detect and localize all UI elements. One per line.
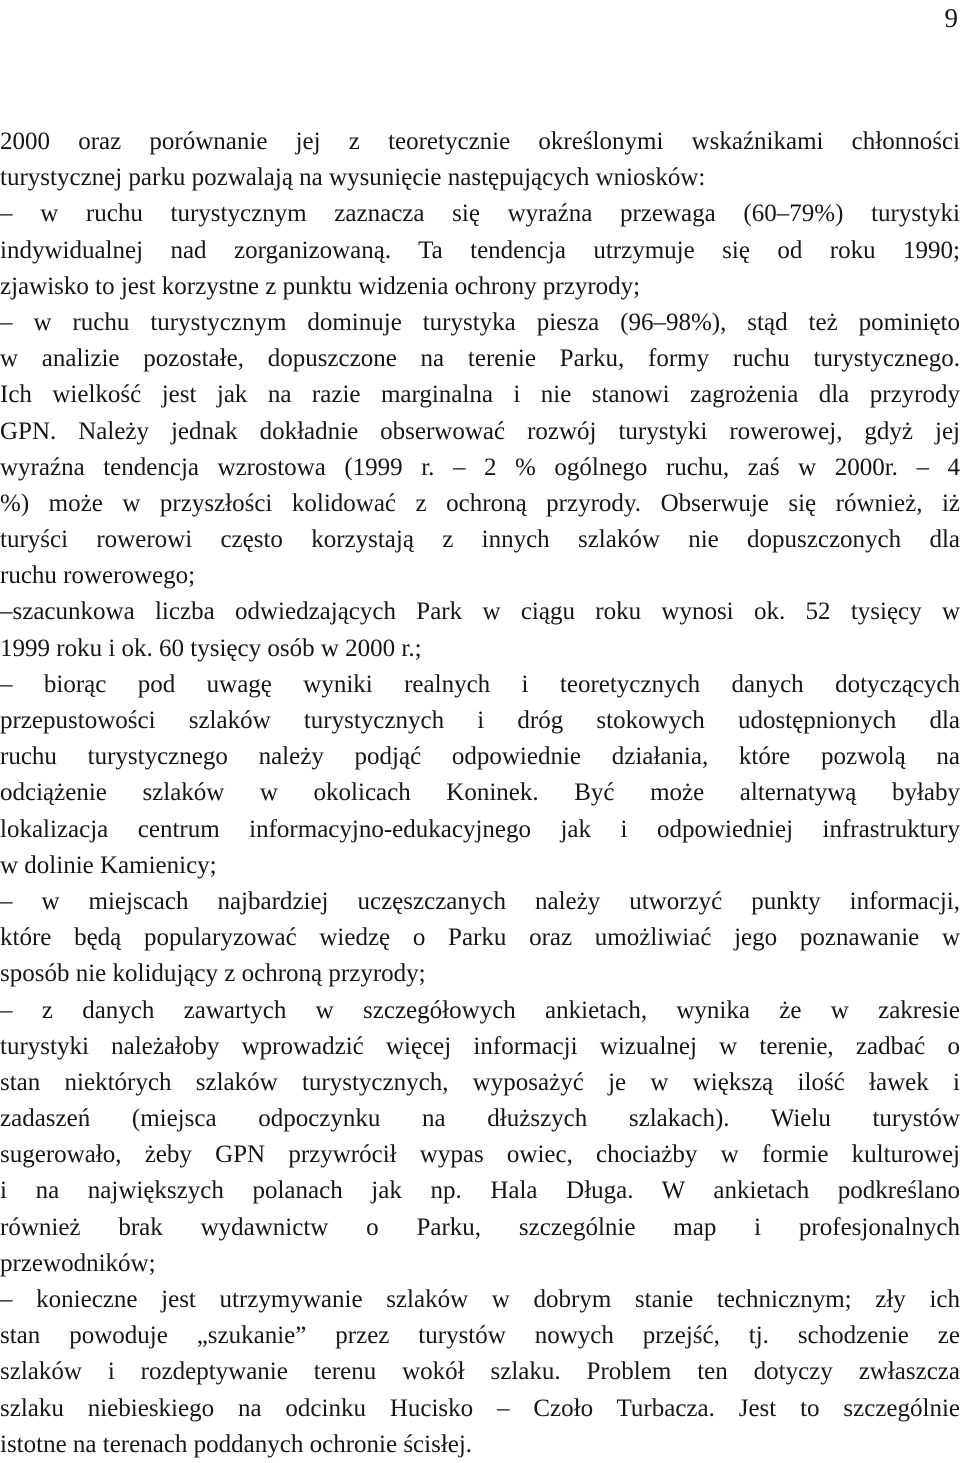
text-line: turystyki należałoby wprowadzić więcej informacji wizualnej w terenie, zadbać o bbox=[0, 1032, 960, 1060]
text-line: przewodników; bbox=[0, 1249, 156, 1277]
text-line: turyści rowerowi często korzystają z innych szlaków nie dopuszczonych dla bbox=[0, 526, 960, 554]
text-line: odciążenie szlaków w okolicach Koninek. Być może alternatywą byłaby bbox=[0, 779, 960, 807]
list-item-line: –szacunkowa liczba odwiedzających Park w ciągu roku wynosi ok. 52 tysięcy w bbox=[0, 598, 960, 626]
text-line: istotne na terenach poddanych ochronie ścisłej. bbox=[0, 1430, 473, 1458]
text-line: stan powoduje „szukanie” przez turystów nowych przejść, tj. schodzenie ze bbox=[0, 1322, 960, 1350]
text-line: szlaku niebieskiego na odcinku Hucisko – Czoło Turbacza. Jest to szczególnie bbox=[0, 1394, 960, 1422]
list-item-line: – w ruchu turystycznym zaznacza się wyraźna przewaga (60–79%) turystyki bbox=[0, 200, 960, 228]
text-line: szlaków i rozdeptywanie terenu wokół szlaku. Problem ten dotyczy zwłaszcza bbox=[0, 1358, 960, 1386]
text-line: również brak wydawnictw o Parku, szczególnie map i profesjonalnych bbox=[0, 1213, 960, 1241]
text-line: ruchu rowerowego; bbox=[0, 562, 196, 590]
text-line: przepustowości szlaków turystycznych i dróg stokowych udostępnionych dla bbox=[0, 707, 960, 734]
text-line: zadaszeń (miejsca odpoczynku na dłuższych szlakach). Wielu turystów bbox=[0, 1105, 960, 1133]
text-line: ruchu turystycznego należy podjąć odpowiednie działania, które pozwolą na bbox=[0, 743, 960, 771]
text-line: turystycznej parku pozwalają na wysunięcie następujących wniosków: bbox=[0, 164, 706, 192]
text-line: stan niektórych szlaków turystycznych, wyposażyć je w większą ilość ławek i bbox=[0, 1068, 960, 1096]
text-line: 1999 roku i ok. 60 tysięcy osób w 2000 r.; bbox=[0, 634, 422, 662]
text-line: lokalizacja centrum informacyjno-edukacyjnego jak i odpowiedniej infrastruktury bbox=[0, 815, 960, 843]
list-item-line: – konieczne jest utrzymywanie szlaków w dobrym stanie technicznym; zły ich bbox=[0, 1286, 960, 1313]
body-text bbox=[0, 124, 960, 1463]
text-line: w analizie pozostałe, dopuszczone na terenie Parku, formy ruchu turystycznego. bbox=[0, 345, 960, 373]
text-line: 2000 oraz porównanie jej z teoretycznie określonymi wskaźnikami chłonności bbox=[0, 128, 960, 155]
text-line: zjawisko to jest korzystne z punktu widzenia ochrony przyrody; bbox=[0, 272, 641, 300]
text-line: w dolinie Kamienicy; bbox=[0, 851, 217, 879]
text-line: które będą popularyzować wiedzę o Parku oraz umożliwiać jego poznawanie w bbox=[0, 924, 960, 952]
text-line: sugerowało, żeby GPN przywrócił wypas owiec, chociażby w formie kulturowej bbox=[0, 1141, 960, 1169]
text-line: wyraźna tendencja wzrostowa (1999 r. – 2 % ogólnego ruchu, zaś w 2000r. – 4 bbox=[0, 453, 960, 481]
list-item-line: – biorąc pod uwagę wyniki realnych i teoretycznych danych dotyczących bbox=[0, 670, 960, 698]
text-line: GPN. Należy jednak dokładnie obserwować rozwój turystyki rowerowej, gdyż jej bbox=[0, 417, 960, 445]
text-line: Ich wielkość jest jak na razie marginalna i nie stanowi zagrożenia dla przyrody bbox=[0, 381, 960, 409]
text-line: indywidualnej nad zorganizowaną. Ta tendencja utrzymuje się od roku 1990; bbox=[0, 236, 960, 264]
text-line: sposób nie kolidujący z ochroną przyrody; bbox=[0, 960, 426, 988]
list-item-line: – w ruchu turystycznym dominuje turystyka piesza (96–98%), stąd też pominięto bbox=[0, 308, 960, 336]
text-line: %) może w przyszłości kolidować z ochroną przyrody. Obserwuje się również, iż bbox=[0, 489, 960, 517]
page-number: 9 bbox=[944, 3, 958, 33]
list-item-line: – w miejscach najbardziej uczęszczanych należy utworzyć punkty informacji, bbox=[0, 887, 960, 915]
list-item-line: – z danych zawartych w szczegółowych ankietach, wynika że w zakresie bbox=[0, 996, 960, 1024]
text-line: i na największych polanach jak np. Hala Długa. W ankietach podkreślano bbox=[0, 1177, 960, 1205]
